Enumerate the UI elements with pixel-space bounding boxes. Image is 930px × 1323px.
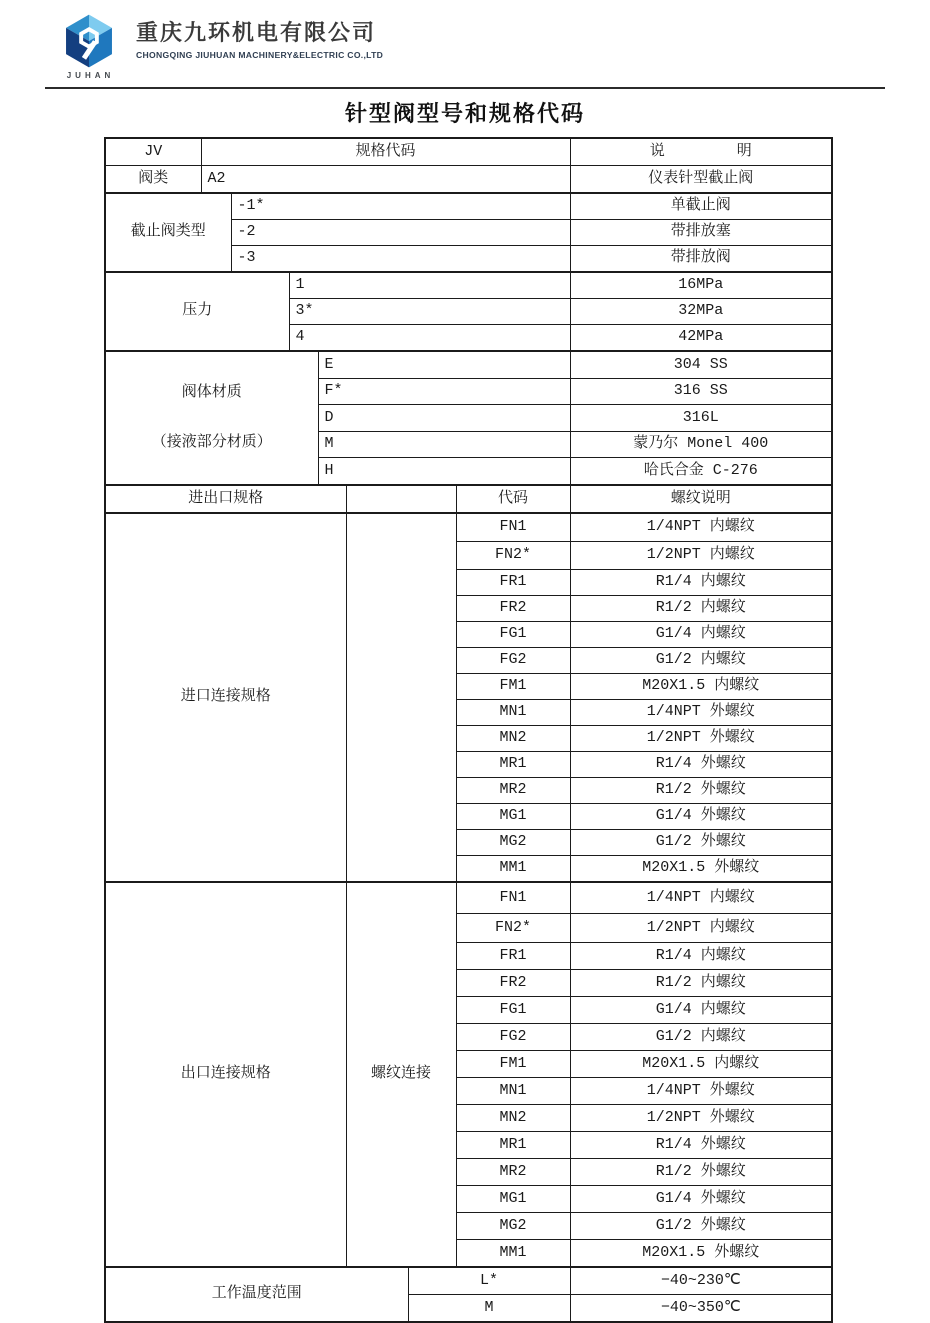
letterhead: [56, 13, 383, 80]
table-row: [105, 138, 832, 166]
company-name-block: [136, 13, 383, 60]
desc-header-cell: 说 明: [570, 138, 832, 166]
desc-cell: 316 SS: [570, 378, 832, 405]
code-cell: FG1: [456, 997, 570, 1024]
section-label-outlet: 出口连接规格: [105, 882, 346, 1267]
desc-cell: R1/2 内螺纹: [570, 596, 832, 622]
code-cell: FG1: [456, 622, 570, 648]
thread-connection-cell: 螺纹连接: [346, 882, 456, 1267]
code-cell: FR1: [456, 570, 570, 596]
code-cell: FR2: [456, 970, 570, 997]
section-label: 截止阀类型: [105, 193, 231, 272]
desc-cell: G1/2 内螺纹: [570, 1024, 832, 1051]
table-row: [105, 166, 832, 194]
code-cell: -2: [231, 220, 570, 246]
jv-cell: JV: [105, 138, 201, 166]
desc-cell: R1/2 外螺纹: [570, 778, 832, 804]
desc-cell: 1/4NPT 外螺纹: [570, 700, 832, 726]
desc-cell: R1/4 外螺纹: [570, 1132, 832, 1159]
code-cell: MR1: [456, 1132, 570, 1159]
desc-cell: M20X1.5 外螺纹: [570, 1240, 832, 1268]
code-cell: FG2: [456, 648, 570, 674]
desc-cell: 蒙乃尔 Monel 400: [570, 431, 832, 458]
section-label-line2: （接液部分材质）: [151, 433, 272, 451]
code-cell: 4: [289, 325, 570, 352]
code-cell: MN1: [456, 700, 570, 726]
code-cell: FM1: [456, 674, 570, 700]
code-cell: FN1: [456, 513, 570, 542]
code-cell: MG1: [456, 804, 570, 830]
table-row: [105, 882, 832, 914]
desc-cell: M20X1.5 内螺纹: [570, 1051, 832, 1078]
code-col-header: 代码: [456, 485, 570, 513]
code-cell: -1*: [231, 193, 570, 220]
desc-cell: 1/4NPT 内螺纹: [570, 882, 832, 914]
desc-cell: 42MPa: [570, 325, 832, 352]
code-cell: MR2: [456, 1159, 570, 1186]
desc-cell: 带排放塞: [570, 220, 832, 246]
code-cell: FN1: [456, 882, 570, 914]
table-row: [105, 272, 832, 299]
section-label-temperature: 工作温度范围: [105, 1267, 408, 1322]
code-cell: MN1: [456, 1078, 570, 1105]
code-cell: 3*: [289, 299, 570, 325]
code-cell: MG2: [456, 830, 570, 856]
code-cell: FM1: [456, 1051, 570, 1078]
company-name-cn: 重庆九环机电有限公司: [136, 21, 377, 46]
code-cell: M: [408, 1295, 570, 1323]
code-cell: MM1: [456, 1240, 570, 1268]
row-label: 阀类: [105, 166, 201, 194]
table-row: [105, 193, 832, 220]
code-cell: MM1: [456, 856, 570, 883]
logo-wordmark: JUHAN: [66, 71, 115, 80]
spec-code-header-cell: 规格代码: [201, 138, 570, 166]
desc-cell: 带排放阀: [570, 246, 832, 273]
desc-cell: 哈氏合金 C-276: [570, 458, 832, 485]
desc-cell: 1/2NPT 内螺纹: [570, 542, 832, 570]
code-cell: FN2*: [456, 914, 570, 943]
desc-cell: G1/2 外螺纹: [570, 830, 832, 856]
table-row: [105, 513, 832, 542]
code-cell: -3: [231, 246, 570, 273]
code-cell: FR2: [456, 596, 570, 622]
code-cell: FN2*: [456, 542, 570, 570]
juhan-hexagon-logo-icon: [61, 13, 117, 69]
code-cell: F*: [318, 378, 570, 405]
empty-cell: [346, 513, 456, 882]
desc-cell: G1/2 内螺纹: [570, 648, 832, 674]
desc-cell: M20X1.5 内螺纹: [570, 674, 832, 700]
table-row: [105, 351, 832, 378]
code-cell: A2: [201, 166, 570, 194]
company-name-en: CHONGQING JIUHUAN MACHINERY&ELECTRIC CO.,LTD: [136, 50, 384, 61]
desc-cell: G1/4 外螺纹: [570, 1186, 832, 1213]
section-label-line1: 阀体材质: [181, 384, 242, 401]
port-header-label: 进出口规格: [105, 485, 346, 513]
desc-cell: 1/2NPT 外螺纹: [570, 726, 832, 752]
code-cell: 1: [289, 272, 570, 299]
table-row: [105, 485, 832, 513]
desc-cell: −40~350℃: [570, 1295, 832, 1323]
desc-cell: 仪表针型截止阀: [570, 166, 832, 194]
thread-desc-header: 螺纹说明: [570, 485, 832, 513]
desc-cell: R1/2 内螺纹: [570, 970, 832, 997]
page-title: 针型阀型号和规格代码: [344, 102, 585, 127]
code-cell: E: [318, 351, 570, 378]
desc-cell: R1/4 内螺纹: [570, 943, 832, 970]
table-row: [105, 1267, 832, 1295]
desc-cell: R1/2 外螺纹: [570, 1159, 832, 1186]
desc-cell: G1/2 外螺纹: [570, 1213, 832, 1240]
code-cell: FG2: [456, 1024, 570, 1051]
desc-cell: R1/4 内螺纹: [570, 570, 832, 596]
desc-cell: 1/4NPT 内螺纹: [570, 513, 832, 542]
code-cell: FR1: [456, 943, 570, 970]
desc-cell: 1/2NPT 内螺纹: [570, 914, 832, 943]
spec-code-table: [104, 137, 833, 1323]
company-logo: [56, 13, 122, 80]
section-label-inlet: 进口连接规格: [105, 513, 346, 882]
code-cell: H: [318, 458, 570, 485]
code-cell: MR1: [456, 752, 570, 778]
desc-cell: R1/4 外螺纹: [570, 752, 832, 778]
desc-cell: 304 SS: [570, 351, 832, 378]
empty-cell: [346, 485, 456, 513]
desc-cell: G1/4 内螺纹: [570, 622, 832, 648]
code-cell: D: [318, 405, 570, 432]
desc-cell: G1/4 外螺纹: [570, 804, 832, 830]
section-label: [105, 351, 318, 485]
code-cell: MR2: [456, 778, 570, 804]
desc-cell: 316L: [570, 405, 832, 432]
desc-cell: 1/4NPT 外螺纹: [570, 1078, 832, 1105]
code-cell: MG1: [456, 1186, 570, 1213]
code-cell: MN2: [456, 726, 570, 752]
desc-cell: 16MPa: [570, 272, 832, 299]
section-label: 压力: [105, 272, 289, 351]
desc-cell: M20X1.5 外螺纹: [570, 856, 832, 883]
code-cell: MG2: [456, 1213, 570, 1240]
code-cell: M: [318, 431, 570, 458]
desc-cell: 32MPa: [570, 299, 832, 325]
header-divider-line: [45, 87, 885, 89]
desc-cell: G1/4 内螺纹: [570, 997, 832, 1024]
desc-cell: 单截止阀: [570, 193, 832, 220]
code-cell: L*: [408, 1267, 570, 1295]
desc-cell: −40~230℃: [570, 1267, 832, 1295]
desc-cell: 1/2NPT 外螺纹: [570, 1105, 832, 1132]
code-cell: MN2: [456, 1105, 570, 1132]
